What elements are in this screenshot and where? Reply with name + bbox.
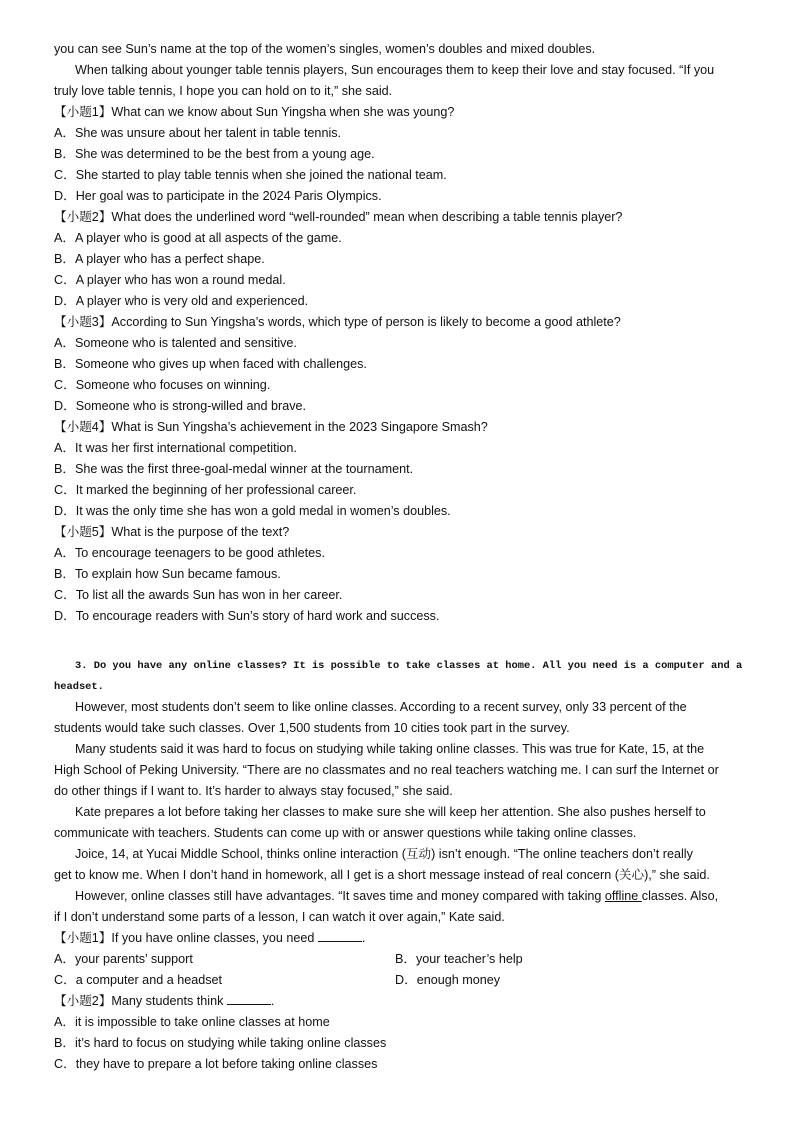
passage-text [75, 888, 718, 904]
passage-text: Many students said it was hard to focus on studying while taking online classes. This was true for Kate, 15, at the [75, 742, 705, 756]
question-stem: 【小题1】What can we know about Sun Yingsha when she was young? [54, 105, 455, 119]
passage-text: High School of Peking University. “There are no classmates and no real teachers watching me. I can surf the Internet or [54, 763, 719, 777]
answer-blank[interactable] [318, 931, 362, 942]
question-stem [54, 993, 274, 1009]
underlined-word: offline [604, 889, 642, 903]
option-c[interactable]: C．a computer and a headset [54, 973, 223, 987]
option-c[interactable]: C．She started to play table tennis when she joined the national team. [54, 168, 447, 182]
underlined-word: well-rounded [293, 210, 366, 224]
option-b[interactable]: B．Someone who gives up when faced with challenges. [54, 357, 367, 371]
option-b[interactable]: B．it’s hard to focus on studying while taking online classes [54, 1036, 387, 1050]
option-b[interactable]: B．To explain how Sun became famous. [54, 567, 281, 581]
option-a[interactable]: A．She was unsure about her talent in table tennis. [54, 126, 342, 140]
passage-intro: 3. Do you have any online classes? It is possible to take classes at home. All you need is a computer and a [75, 660, 743, 672]
passage-text: get to know me. When I don’t hand in homework, all I get is a short message instead of real concern (关心),” she said. [54, 868, 710, 882]
option-d[interactable]: D．It was the only time she has won a gold medal in women’s doubles. [54, 504, 451, 518]
passage-text: if I don’t understand some parts of a lesson, I can watch it over again,” Kate said. [54, 910, 505, 924]
passage-text: communicate with teachers. Students can come up with or answer questions while taking online classes. [54, 826, 637, 840]
option-b[interactable]: B．She was determined to be the best from a young age. [54, 147, 375, 161]
passage-text: Kate prepares a lot before taking her classes to make sure she will keep her attention. She also pushes herself to [75, 805, 706, 819]
question-stem: 【小题4】What is Sun Yingsha’s achievement in the 2023 Singapore Smash? [54, 420, 488, 434]
option-a[interactable]: A．your parents’ support [54, 952, 193, 966]
stem-text: 【小题2】Many students think [54, 994, 227, 1008]
option-c[interactable]: C．To list all the awards Sun has won in her career. [54, 588, 343, 602]
stem-text: 【小题2】What does the underlined word “ [54, 210, 294, 224]
option-a[interactable]: A．To encourage teenagers to be good athletes. [54, 546, 325, 560]
option-b[interactable]: B．She was the first three-goal-medal winner at the tournament. [54, 462, 414, 476]
option-a[interactable]: A．It was her first international competition. [54, 441, 297, 455]
option-d[interactable]: D．A player who is very old and experienced. [54, 294, 309, 308]
option-b[interactable]: B．A player who has a perfect shape. [54, 252, 265, 266]
stem-text: 【小题1】If you have online classes, you need [54, 931, 318, 945]
passage-text: However, most students don’t seem to like online classes. According to a recent survey, only 33 percent of the [75, 700, 687, 714]
option-c[interactable]: C．they have to prepare a lot before taking online classes [54, 1057, 378, 1071]
option-d[interactable]: D．enough money [395, 973, 501, 987]
passage-text: Joice, 14, at Yucai Middle School, thinks online interaction (互动) isn’t enough. “The online teachers don’t really [75, 847, 693, 861]
stem-text: . [361, 931, 366, 945]
option-a[interactable]: A．A player who is good at all aspects of the game. [54, 231, 342, 245]
passage-text: you can see Sun’s name at the top of the women’s singles, women’s doubles and mixed doubles. [54, 42, 596, 56]
option-a[interactable]: A．it is impossible to take online classes at home [54, 1015, 330, 1029]
option-d[interactable]: D．To encourage readers with Sun’s story of hard work and success. [54, 609, 440, 623]
option-b[interactable]: B．your teacher’s help [395, 952, 523, 966]
question-stem: 【小题5】What is the purpose of the text? [54, 525, 290, 539]
option-d[interactable]: D．Someone who is strong-willed and brave. [54, 399, 306, 413]
passage-text-part: However, online classes still have advantages. “It saves time and money compared with taking [75, 889, 605, 903]
option-c[interactable]: C．Someone who focuses on winning. [54, 378, 271, 392]
option-a[interactable]: A．Someone who is talented and sensitive. [54, 336, 297, 350]
answer-blank[interactable] [227, 994, 271, 1005]
passage-text: When talking about younger table tennis players, Sun encourages them to keep their love and stay focused. “If you [75, 63, 715, 77]
option-c[interactable]: C．A player who has won a round medal. [54, 273, 286, 287]
question-stem [54, 209, 622, 225]
passage-text: truly love table tennis, I hope you can hold on to it,” she said. [54, 84, 393, 98]
passage-text: do other things if I want to. It’s harder to always stay focused,” she said. [54, 784, 453, 798]
option-c[interactable]: C．It marked the beginning of her professional career. [54, 483, 357, 497]
question-stem: 【小题3】According to Sun Yingsha’s words, which type of person is likely to become a good athlete? [54, 315, 621, 329]
stem-text: . [270, 994, 275, 1008]
passage-intro: headset. [54, 681, 104, 693]
option-d[interactable]: D．Her goal was to participate in the 2024 Paris Olympics. [54, 189, 382, 203]
question-stem [54, 930, 365, 946]
passage-text-part: classes. Also, [641, 889, 719, 903]
stem-text: ” mean when describing a table tennis player? [365, 210, 623, 224]
passage-text: students would take such classes. Over 1,500 students from 10 cities took part in the survey. [54, 721, 570, 735]
